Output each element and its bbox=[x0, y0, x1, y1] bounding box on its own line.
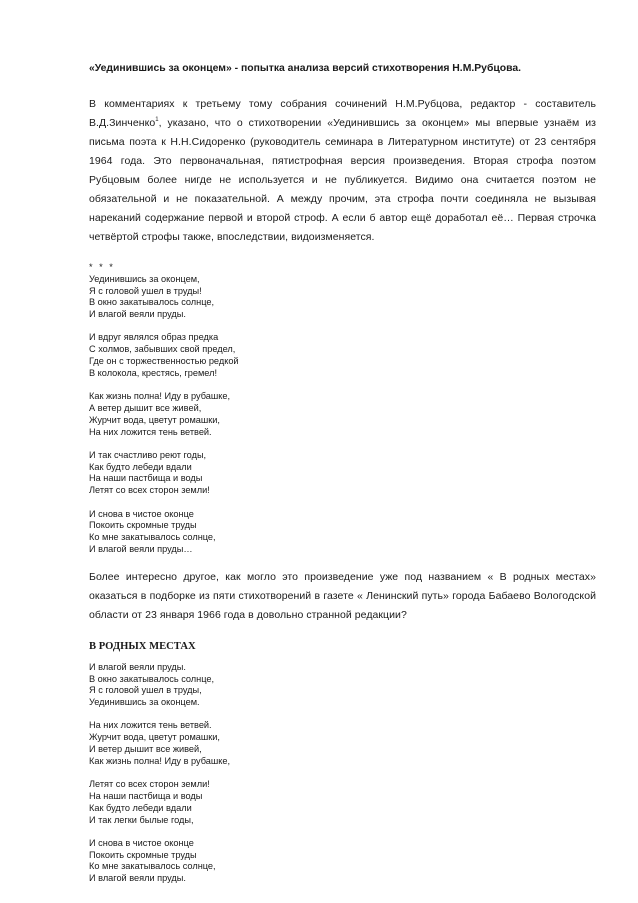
poem2-title: В РОДНЫХ МЕСТАХ bbox=[89, 640, 196, 652]
poem2-stanza-2 bbox=[89, 720, 596, 767]
poem-line: И так счастливо реют годы, bbox=[89, 449, 207, 460]
poem2-stanza-1 bbox=[89, 662, 596, 709]
poem-line: И влагой веяли пруды. bbox=[89, 873, 186, 884]
poem-line: И ветер дышит все живей, bbox=[89, 744, 202, 755]
poem1-stanza-2 bbox=[89, 332, 596, 379]
poem-line: С холмов, забывших свой предел, bbox=[89, 344, 236, 355]
poem-line: Летят со всех сторон земли! bbox=[89, 485, 210, 496]
poem-line: Журчит вода, цветут ромашки, bbox=[89, 732, 220, 743]
poem-line: На них ложится тень ветвей. bbox=[89, 426, 212, 437]
poem-line: А ветер дышит все живей, bbox=[89, 402, 202, 413]
poem-original bbox=[89, 262, 596, 556]
poem-line: Где он с торжественностью редкой bbox=[89, 356, 239, 367]
poem-line: Я с головой ушел в труды, bbox=[89, 685, 202, 696]
poem-line: Покоить скромные труды bbox=[89, 849, 197, 860]
poem-line: На наши пастбища и воды bbox=[89, 473, 203, 484]
poem-line: Как жизнь полна! Иду в рубашке, bbox=[89, 391, 231, 402]
poem-line: И влагой веяли пруды. bbox=[89, 309, 186, 320]
poem-line: Уединившись за оконцем, bbox=[89, 273, 200, 284]
poem1-stanza-5 bbox=[89, 509, 596, 556]
poem-line: Как жизнь полна! Иду в рубашке, bbox=[89, 755, 231, 766]
footnote-marker: 1 bbox=[155, 117, 159, 123]
poem-line: На наши пастбища и воды bbox=[89, 790, 203, 801]
poem-line: Покоить скромные труды bbox=[89, 520, 197, 531]
poem1-stanza-3 bbox=[89, 391, 596, 438]
poem1-stanza-1 bbox=[89, 274, 596, 321]
poem-line: В окно закатывалось солнце, bbox=[89, 297, 215, 308]
poem-line: Журчит вода, цветут ромашки, bbox=[89, 414, 220, 425]
poem-line: И влагой веяли пруды… bbox=[89, 543, 193, 554]
poem-line: Уединившись за оконцем. bbox=[89, 697, 200, 708]
poem-line: И снова в чистое оконце bbox=[89, 837, 194, 848]
intro-text-end: , указано, что о стихотворении «Уединившись за оконцем» мы впервые узнаём из письма поэта к Н.Н.Сидоренко (руководитель семинара в Литературном институте) от 23 сентября 1964 года. Это первоначальная, пятистрофная версия произведения. Вторая строфа поэтом Рубцовым более нигде не используется и не публикуется. Видимо она считается поэтом не обязательной и не показательной. А между прочим, эта строфа почти соединяла не вызывая нареканий содержание первой и второй строф. А если б автор ещё доработал её… Первая строчка четвёртой строфы также, впоследствии, видоизменяется. bbox=[89, 117, 596, 243]
poem-line: Как будто лебеди вдали bbox=[89, 802, 192, 813]
middle-paragraph: Более интересно другое, как могло это произведение уже под названием « В родных местах» оказаться в подборке из пяти стихотворений в газете « Ленинский путь» города Бабаево Вологодской области от 23 января 1966 года в довольно странной редакции? bbox=[89, 570, 596, 621]
poem-line: В окно закатывалось солнце, bbox=[89, 673, 215, 684]
poem-revised bbox=[89, 662, 596, 885]
document-title: «Уединившись за оконцем» - попытка анализа версий стихотворения Н.М.Рубцова. bbox=[89, 63, 522, 74]
poem2-stanza-4 bbox=[89, 838, 596, 885]
poem-line: Ко мне закатывалось солнце, bbox=[89, 532, 216, 543]
poem-line: Я с головой ушел в труды! bbox=[89, 285, 202, 296]
poem-line: На них ложится тень ветвей. bbox=[89, 720, 212, 731]
poem-line: И так легки былые годы, bbox=[89, 814, 194, 825]
intro-text-start: В комментариях к третьему тому собрания сочинений Н.М.Рубцова, редактор - составитель В.Д.Зинченко bbox=[89, 98, 596, 129]
poem1-stanza-4 bbox=[89, 450, 596, 497]
poem-line: Как будто лебеди вдали bbox=[89, 461, 192, 472]
poem-stars-separator: * * * bbox=[89, 262, 115, 272]
poem-line: Летят со всех сторон земли! bbox=[89, 779, 210, 790]
poem-line: И вдруг являлся образ предка bbox=[89, 332, 219, 343]
intro-paragraph bbox=[89, 95, 596, 247]
poem-line: И снова в чистое оконце bbox=[89, 508, 194, 519]
poem2-stanza-3 bbox=[89, 779, 596, 826]
poem-line: В колокола, крестясь, гремел! bbox=[89, 367, 217, 378]
poem-line: И влагой веяли пруды. bbox=[89, 661, 186, 672]
poem-line: Ко мне закатывалось солнце, bbox=[89, 861, 216, 872]
